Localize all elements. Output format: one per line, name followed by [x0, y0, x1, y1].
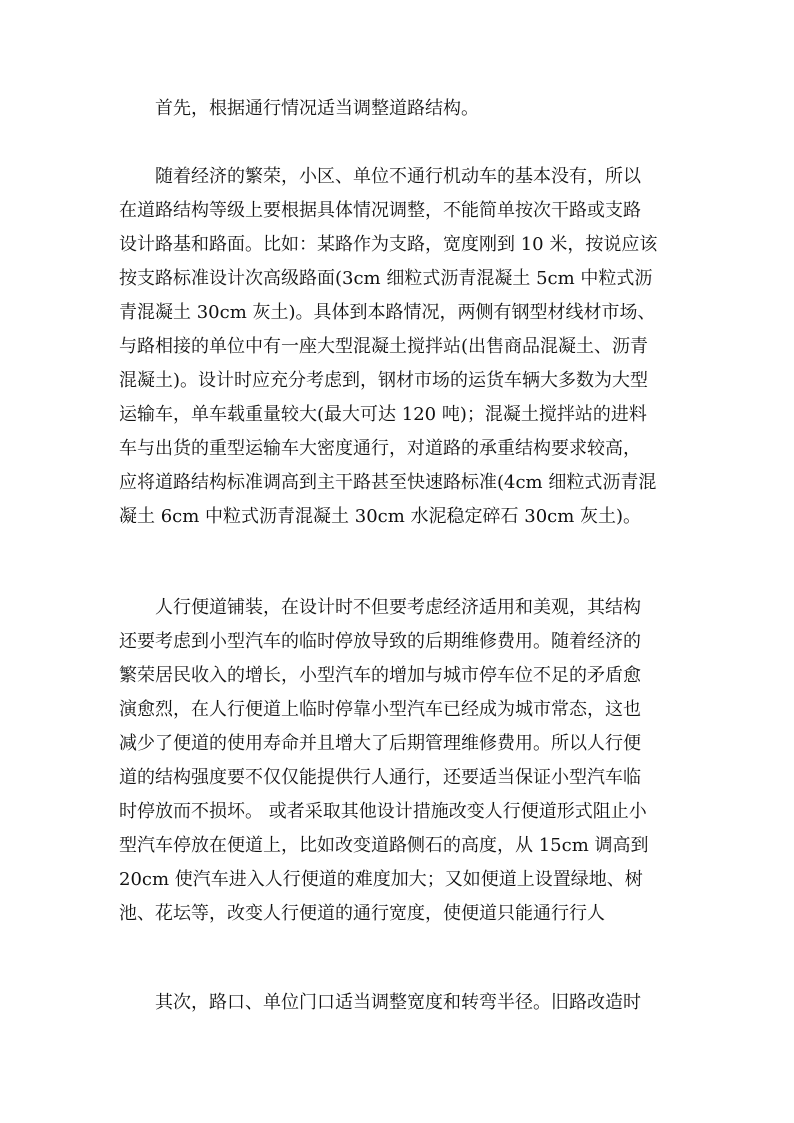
- text-line: 繁荣居民收入的增长，小型汽车的增加与城市停车位不足的矛盾愈: [119, 665, 641, 686]
- text-line: 人行便道铺装，在设计时不但要考虑经济适用和美观，其结构: [119, 597, 641, 618]
- text-line: 还要考虑到小型汽车的临时停放导致的后期维修费用。随着经济的: [119, 631, 641, 652]
- text-line: 池、花坛等，改变人行便道的通行宽度，使便道只能通行行人: [119, 903, 605, 924]
- text-line: 凝土 6cm 中粒式沥青混凝土 30cm 水泥稳定碎石 30cm 灰土)。: [119, 506, 642, 527]
- text-line: 减少了便道的使用寿命并且增大了后期管理维修费用。所以人行便: [119, 733, 641, 754]
- text-line: 首先，根据通行情况适当调整道路结构。: [119, 98, 479, 119]
- text-line: 设计路基和路面。比如：某路作为支路，宽度刚到 10 米，按说应该: [119, 234, 658, 255]
- text-line: 在道路结构等级上要根据具体情况调整，不能简单按次干路或支路: [119, 200, 641, 221]
- paragraph-intersections: [119, 986, 679, 1020]
- text-line: 车与出货的重型运输车大密度通行，对道路的承重结构要求较高，: [119, 438, 641, 459]
- text-line: 道的结构强度要不仅仅能提供行人通行，还要适当保证小型汽车临: [119, 767, 641, 788]
- text-line: 型汽车停放在便道上，比如改变道路侧石的高度，从 15cm 调高到: [119, 835, 649, 856]
- paragraph-heading-first: [119, 92, 679, 126]
- text-line: 与路相接的单位中有一座大型混凝土搅拌站(出售商品混凝土、沥青: [119, 336, 649, 357]
- text-line: 时停放而不损坏。 或者采取其他设计措施改变人行便道形式阻止小: [119, 801, 647, 822]
- text-line: 其次，路口、单位门口适当调整宽度和转弯半径。旧路改造时: [119, 992, 641, 1013]
- text-line: 运输车，单车载重量较大(最大可达 120 吨)；混凝土搅拌站的进料: [119, 404, 647, 425]
- text-line: 随着经济的繁荣，小区、单位不通行机动车的基本没有，所以: [119, 166, 641, 187]
- text-line: 混凝土)。设计时应充分考虑到，钢材市场的运货车辆大多数为大型: [119, 370, 649, 391]
- paragraph-sidewalk-paving: [119, 591, 679, 931]
- text-line: 20cm 使汽车进入人行便道的难度加大；又如便道上设置绿地、树: [119, 869, 643, 890]
- text-line: 按支路标准设计次高级路面(3cm 细粒式沥青混凝土 5cm 中粒式沥: [119, 268, 653, 289]
- text-line: 应将道路结构标准调高到主干路甚至快速路标准(4cm 细粒式沥青混: [119, 472, 657, 493]
- text-line: 演愈烈，在人行便道上临时停靠小型汽车已经成为城市常态，这也: [119, 699, 641, 720]
- paragraph-road-structure: [119, 160, 679, 534]
- text-line: 青混凝土 30cm 灰土)。具体到本路情况，两侧有钢型材线材市场、: [119, 302, 656, 323]
